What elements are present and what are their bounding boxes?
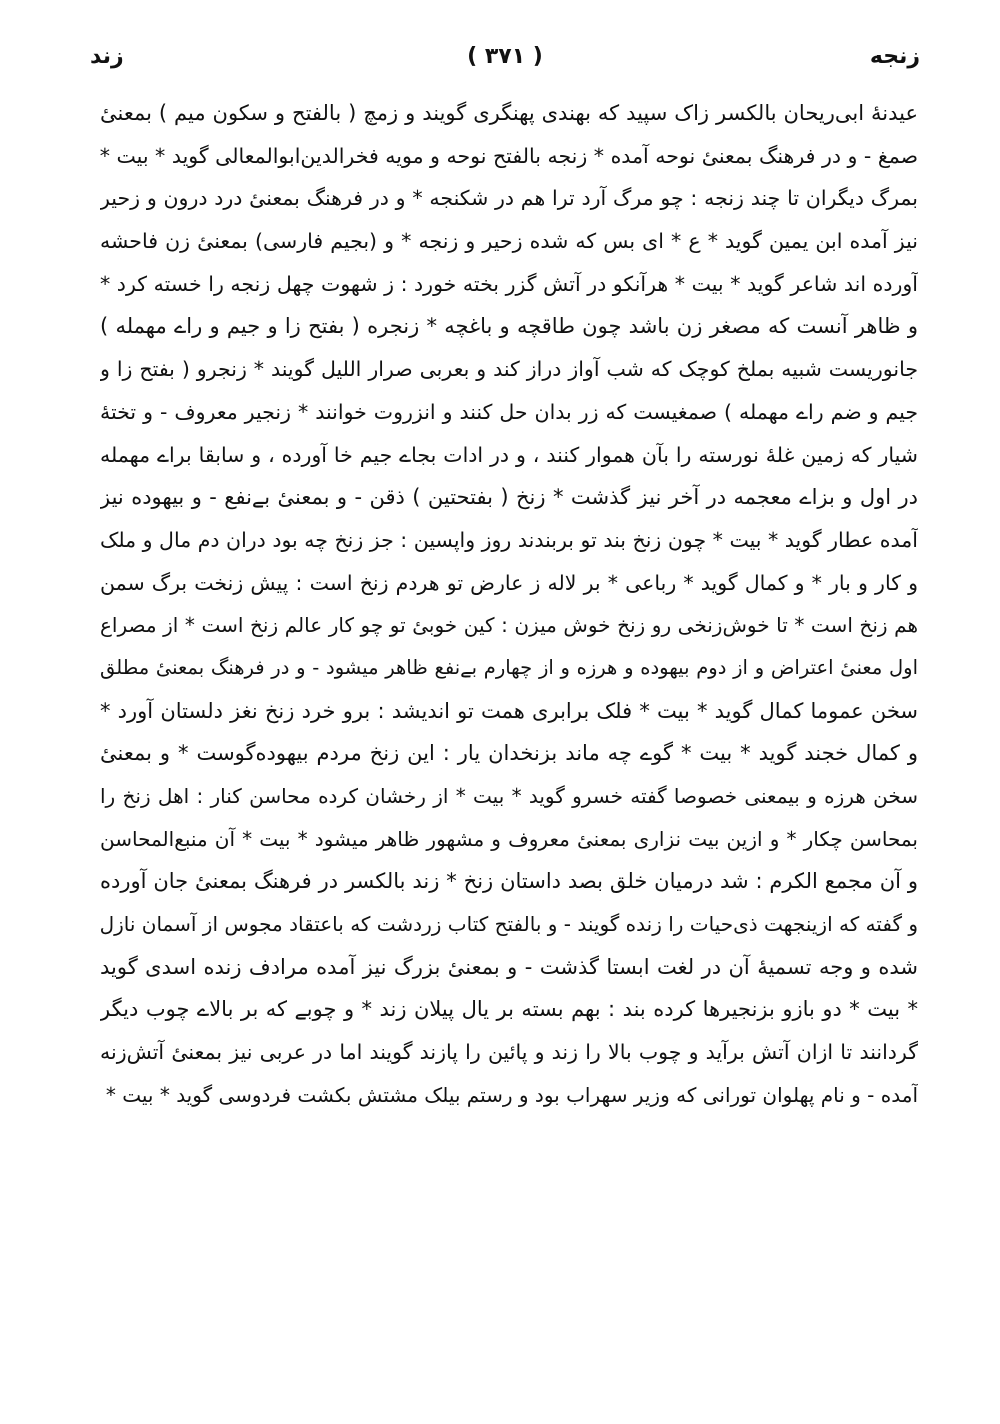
header-last-word: زند bbox=[90, 44, 124, 69]
text-line: گردانند تا ازان آتش برآید و چوب بالا را زند و پائین را پازند گویند اما در عربی نیز بمعنیٔ آتش‌زنه bbox=[100, 1040, 918, 1065]
header-first-word: زنجه bbox=[869, 44, 920, 69]
text-line: آورده اند شاعر گوید * بیت * هرآنکو در آتش گزر بخته خورد : ز شهوت چهل زنجه را خسته کرد * bbox=[100, 271, 918, 296]
text-line: جیم و ضم راے مهمله ) صمغیست که زر بدان حل کنند و انزروت خوانند * زنجیر معروف - و تختهٔ bbox=[100, 399, 918, 424]
text-line: و گفته که ازینجهت ذی‌حیات را زنده گویند - و بالفتح کتاب زردشت که باعتقاد مجوس از آسمان نازل bbox=[100, 912, 918, 937]
text-line: در اول و بزاے معجمه در آخر نیز گذشت * زنخ ( بفتحتین ) ذقن - و بمعنیٔ بے‌نفع - و بیهوده نیز bbox=[100, 485, 918, 510]
text-line: شده و وجه تسمیهٔ آن در لغت ابستا گذشت - و بمعنیٔ بزرگ نیز آمده مرادف زنده اسدی گوید bbox=[100, 954, 918, 979]
text-line: آمده عطار گوید * بیت * چون زنخ بند تو بربندند روز واپسین : جز زنخ چه بود دران دم مال و ملک bbox=[100, 527, 918, 552]
text-line: بمرگ دیگران تا چند زنجه : چو مرگ آرد ترا هم در شکنجه * و در فرهنگ بمعنیٔ درد درون و زحیر bbox=[100, 186, 918, 211]
text-line: صمغ - و در فرهنگ بمعنیٔ نوحه آمده * زنجه بالفتح نوحه و مویه فخرالدین‌ابوالمعالی گوید * بیت * bbox=[100, 143, 918, 168]
page-header bbox=[90, 44, 920, 80]
text-line: و کمال خجند گوید * بیت * گوے چه ماند بزنخدان یار : این زنخ مردم بیهوده‌گوست * و بمعنیٔ bbox=[100, 741, 918, 766]
text-line: * بیت * دو بازو بزنجیرها کرده بند : بهم بسته بر یال پیلان زند * و چوبے که بر بالاے چوب دیگر bbox=[100, 997, 918, 1022]
text-line: و آن مجمع الکرم : شد درمیان خلق بصد داستان زنخ * زند بالکسر در فرهنگ بمعنیٔ جان آورده bbox=[100, 869, 918, 894]
text-line: آمده - و نام پهلوان تورانی که وزیر سهراب بود و رستم بیلک مشتش بکشت فردوسی گوید * بیت * bbox=[105, 1082, 918, 1107]
text-line: نیز آمده ابن یمین گوید * ع * ای بس که شده زحیر و زنجه * و (بجیم فارسی) بمعنیٔ زن فاحشه bbox=[100, 229, 918, 254]
text-line: هم زنخ است * تا خوش‌زنخی رو زنخ خوش میزن : کین خوبیٔ تو چو کار عالم زنخ است * از مصراع bbox=[100, 613, 918, 638]
page-number: ( ۳۷۱ ) bbox=[467, 44, 543, 69]
text-line: شیار که زمین غلهٔ نورسته را بآن هموار کنند ، و در ادات بجاے جیم خا آورده ، و سابقا براے مهمله bbox=[100, 442, 918, 467]
text-line: اول معنیٔ اعتراض و از دوم بیهوده و هرزه و از چهارم بے‌نفع ظاهر میشود - و در فرهنگ بمعنیٔ مطلق bbox=[100, 655, 918, 679]
text-line: جانوریست شبیه بملخ کوچک که شب آواز دراز کند و بعربی صرار اللیل گویند * زنجرو ( بفتح زا و bbox=[100, 357, 918, 382]
entry-text bbox=[100, 92, 918, 1117]
text-line: بمحاسن چکار * و ازین بیت نزاری بمعنیٔ معروف و مشهور ظاهر میشود * بیت * آن منبع‌المحاسن bbox=[100, 826, 918, 851]
text-line: و کار و بار * و کمال گوید * رباعی * بر لاله ز عارض تو هردم زنخ است : پیش زنخت برگ سمن bbox=[100, 570, 918, 595]
text-line: سخن هرزه و بیمعنی خصوصا گفته خسرو گوید * بیت * از رخشان کرده محاسن کنار : اهل زنخ را bbox=[100, 784, 918, 808]
text-line: سخن عموما کمال گوید * بیت * فلک برابری همت تو اندیشد : برو خرد زنخ نغز دلستان آورد * bbox=[100, 698, 918, 723]
text-line: عیدنهٔ ابی‌ریحان بالکسر زاک سپید که بهندی پهنگری گویند و زمچ ( بالفتح و سکون میم ) بمعنیٔ bbox=[100, 101, 918, 125]
text-line: و ظاهر آنست که مصغر زن باشد چون طاقچه و باغچه * زنجره ( بفتح زا و جیم و راے مهمله ) bbox=[100, 314, 918, 339]
